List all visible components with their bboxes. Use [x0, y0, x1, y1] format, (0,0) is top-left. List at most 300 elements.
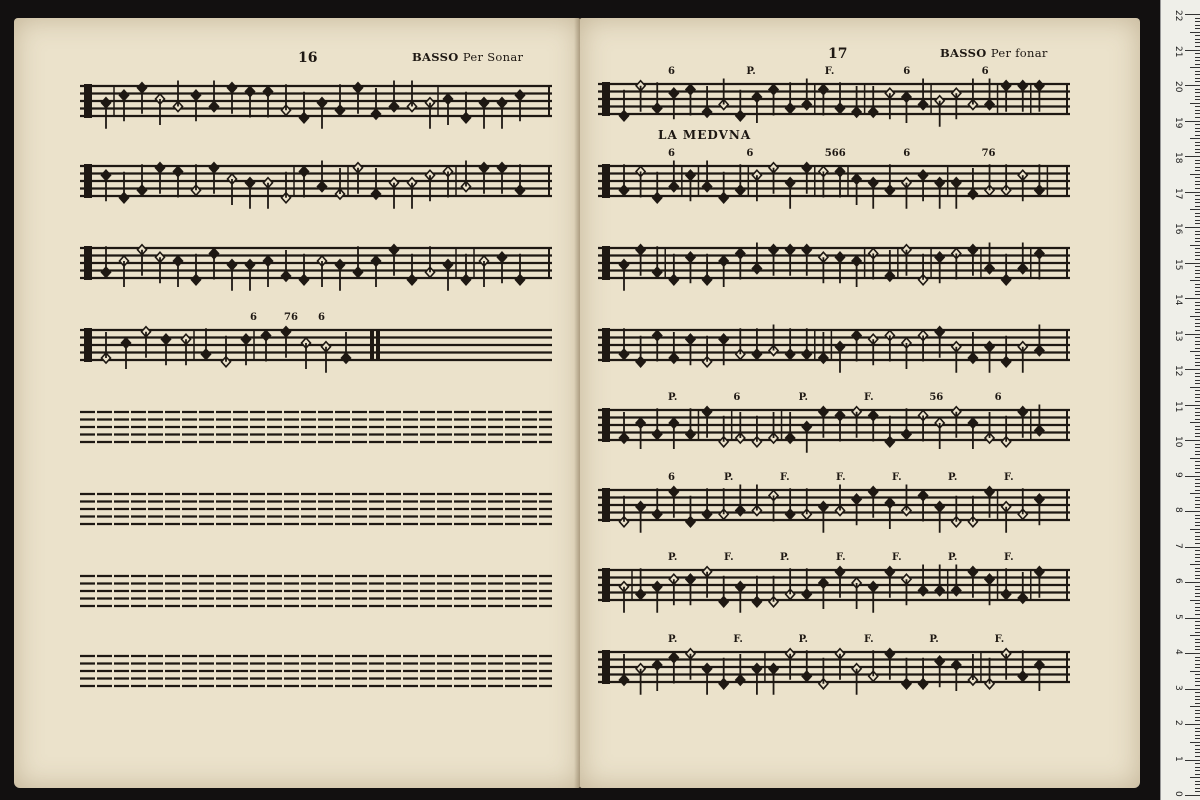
ruler-tick	[1185, 85, 1200, 86]
ruler-tick	[1195, 323, 1200, 324]
ruler-tick	[1195, 390, 1200, 391]
ruler-tick	[1195, 717, 1200, 718]
ruler-tick	[1190, 316, 1200, 317]
ruler-label: 16	[1173, 223, 1183, 235]
ruler-tick	[1195, 557, 1200, 558]
ruler-tick	[1195, 699, 1200, 700]
ruler-tick	[1195, 767, 1200, 768]
ruler-tick	[1195, 522, 1200, 523]
ruler-tick	[1195, 142, 1200, 143]
ruler-tick	[1190, 600, 1200, 601]
ruler-tick	[1195, 674, 1200, 675]
ruler-tick	[1195, 252, 1200, 253]
ruler-tick	[1195, 21, 1200, 22]
figured-bass-mark: F.	[824, 66, 835, 77]
ruler-tick	[1195, 358, 1200, 359]
ruler-tick	[1190, 564, 1200, 565]
ruler-tick	[1195, 468, 1200, 469]
figured-bass-mark: 6	[250, 312, 257, 323]
ruler-tick	[1195, 692, 1200, 693]
ruler-tick	[1195, 426, 1200, 427]
ruler-tick	[1195, 291, 1200, 292]
ruler-tick	[1195, 536, 1200, 537]
ruler-tick	[1195, 277, 1200, 278]
ruler-tick	[1195, 78, 1200, 79]
ruler-tick	[1185, 121, 1200, 122]
ruler-tick	[1195, 376, 1200, 377]
clef-mark	[602, 164, 610, 198]
ruler-tick	[1195, 341, 1200, 342]
ruler-tick	[1195, 305, 1200, 306]
ruler-tick	[1195, 145, 1200, 146]
ruler-tick	[1195, 96, 1200, 97]
ruler-tick	[1195, 401, 1200, 402]
ruler-tick	[1195, 81, 1200, 82]
ruler-tick	[1195, 71, 1200, 72]
ruler-tick	[1195, 213, 1200, 214]
figured-bass-mark: 6	[981, 66, 989, 77]
figured-bass-mark: F.	[780, 472, 790, 483]
ruler-tick	[1190, 493, 1200, 494]
ruler-tick	[1195, 791, 1200, 792]
figured-bass-mark: 76	[981, 148, 996, 159]
ruler-tick	[1195, 124, 1200, 125]
figured-bass-mark: 6	[668, 148, 675, 159]
figured-bass-mark: 6	[903, 66, 911, 77]
ruler-tick	[1195, 752, 1200, 753]
ruler-tick	[1195, 92, 1200, 93]
ruler-tick	[1195, 408, 1200, 409]
ruler-tick	[1195, 770, 1200, 771]
ruler-tick	[1185, 440, 1200, 441]
figured-bass-mark: F.	[864, 634, 874, 645]
ruler-tick	[1185, 369, 1200, 370]
clef-mark	[602, 82, 610, 116]
ruler-tick	[1195, 575, 1200, 576]
figured-bass-mark: F.	[733, 634, 743, 645]
ruler-tick	[1195, 53, 1200, 54]
clef-mark	[602, 246, 610, 280]
ruler-tick	[1195, 28, 1200, 29]
figured-bass-mark: P.	[780, 552, 790, 563]
ruler-tick	[1195, 710, 1200, 711]
ruler-tick	[1185, 156, 1200, 157]
ruler-tick	[1195, 348, 1200, 349]
ruler-tick	[1190, 138, 1200, 139]
ruler-tick	[1195, 241, 1200, 242]
figured-bass-mark: F.	[864, 392, 874, 403]
ruler-tick	[1195, 603, 1200, 604]
ruler-tick	[1185, 192, 1200, 193]
figured-bass-mark: 566	[824, 148, 846, 159]
figured-bass-mark: P.	[798, 634, 809, 645]
clef-mark	[602, 650, 610, 684]
ruler-tick	[1195, 365, 1200, 366]
ruler-label: 1	[1173, 755, 1183, 762]
ruler-tick	[1195, 738, 1200, 739]
ruler-tick	[1195, 419, 1200, 420]
clef-mark	[602, 408, 610, 442]
ruler-tick	[1195, 525, 1200, 526]
ruler-tick	[1195, 284, 1200, 285]
ruler-tick	[1195, 309, 1200, 310]
ruler-tick	[1185, 50, 1200, 51]
ruler-tick	[1195, 362, 1200, 363]
ruler-tick	[1190, 32, 1200, 33]
ruler-tick	[1195, 735, 1200, 736]
ruler-tick	[1195, 696, 1200, 697]
ruler-tick	[1190, 742, 1200, 743]
ruler-tick	[1190, 671, 1200, 672]
ruler-label: 4	[1173, 649, 1183, 655]
ruler-tick	[1190, 245, 1200, 246]
ruler-tick	[1195, 383, 1200, 384]
figured-bass-mark: 6	[668, 472, 675, 483]
ruler-tick	[1195, 181, 1200, 182]
ruler-tick	[1195, 497, 1200, 498]
ruler-tick	[1195, 593, 1200, 594]
ruler-label: 17	[1173, 187, 1183, 199]
ruler-tick	[1195, 451, 1200, 452]
figured-bass-mark: P.	[746, 66, 756, 77]
piece-title: LA MEDVNA	[658, 128, 752, 142]
ruler-tick	[1195, 149, 1200, 150]
ruler-label: 13	[1173, 329, 1183, 341]
ruler-label: 5	[1173, 613, 1183, 620]
ruler-tick	[1195, 436, 1200, 437]
ruler-tick	[1195, 664, 1200, 665]
ruler-tick	[1195, 287, 1200, 288]
ruler-tick	[1195, 163, 1200, 164]
ruler-tick	[1190, 529, 1200, 530]
ruler-tick	[1195, 507, 1200, 508]
ruler-tick	[1195, 625, 1200, 626]
final-bar	[370, 330, 374, 360]
ruler-tick	[1190, 209, 1200, 210]
ruler-tick	[1195, 731, 1200, 732]
ruler-tick	[1195, 199, 1200, 200]
figured-bass-mark: 76	[284, 312, 298, 323]
ruler-tick	[1195, 543, 1200, 544]
clef-mark	[84, 164, 92, 198]
ruler-tick	[1195, 135, 1200, 136]
ruler-label: 11	[1173, 400, 1183, 412]
ruler-tick	[1195, 515, 1200, 516]
figured-bass-mark: P.	[929, 634, 939, 645]
ruler-tick	[1190, 458, 1200, 459]
ruler-tick	[1195, 642, 1200, 643]
figured-bass-mark: F.	[836, 472, 846, 483]
figured-bass-mark: F.	[1004, 552, 1014, 563]
ruler-tick	[1195, 412, 1200, 413]
ruler-label: 9	[1173, 471, 1183, 478]
ruler-tick	[1195, 380, 1200, 381]
ruler-tick	[1195, 106, 1200, 107]
ruler-tick	[1195, 483, 1200, 484]
ruler-tick	[1195, 788, 1200, 789]
ruler-label: 0	[1173, 791, 1183, 797]
ruler-tick	[1185, 653, 1200, 654]
figured-bass-mark: F.	[724, 552, 734, 563]
ruler-tick	[1195, 621, 1200, 622]
ruler-tick	[1195, 394, 1200, 395]
ruler-tick	[1185, 334, 1200, 335]
ruler-tick	[1195, 248, 1200, 249]
ruler-tick	[1195, 571, 1200, 572]
ruler-tick	[1195, 64, 1200, 65]
ruler-tick	[1195, 74, 1200, 75]
ruler-tick	[1195, 596, 1200, 597]
ruler-tick	[1195, 99, 1200, 100]
ruler-tick	[1195, 312, 1200, 313]
ruler-tick	[1195, 586, 1200, 587]
ruler-tick	[1185, 227, 1200, 228]
figured-bass-mark: 6	[903, 148, 911, 159]
ruler-tick	[1195, 720, 1200, 721]
ruler-tick	[1195, 518, 1200, 519]
figured-bass-mark: 6	[668, 66, 675, 77]
ruler-tick	[1195, 486, 1200, 487]
ruler-tick	[1190, 422, 1200, 423]
ruler-tick	[1195, 681, 1200, 682]
ruler-tick	[1195, 454, 1200, 455]
ruler-tick	[1195, 25, 1200, 26]
ruler-tick	[1195, 703, 1200, 704]
ruler-tick	[1195, 89, 1200, 90]
ruler-tick	[1195, 39, 1200, 40]
ruler-tick	[1195, 532, 1200, 533]
final-bar	[378, 330, 380, 360]
measurement-ruler	[1160, 0, 1200, 800]
clef-mark	[84, 84, 92, 118]
ruler-tick	[1195, 319, 1200, 320]
left-running-head-suffix: Per Sonar	[462, 50, 524, 64]
ruler-tick	[1195, 373, 1200, 374]
ruler-tick	[1195, 131, 1200, 132]
clef-mark	[84, 246, 92, 280]
ruler-tick	[1195, 447, 1200, 448]
ruler-tick	[1195, 184, 1200, 185]
ruler-tick	[1195, 294, 1200, 295]
ruler-tick	[1195, 660, 1200, 661]
ruler-tick	[1195, 465, 1200, 466]
ruler-tick	[1195, 223, 1200, 224]
ruler-tick	[1195, 177, 1200, 178]
figured-bass-mark: 6	[746, 148, 754, 159]
ruler-tick	[1185, 760, 1200, 761]
ruler-tick	[1195, 444, 1200, 445]
ruler-tick	[1195, 238, 1200, 239]
clef-mark	[84, 328, 92, 362]
ruler-tick	[1195, 167, 1200, 168]
ruler-tick	[1195, 433, 1200, 434]
ruler-tick	[1185, 547, 1200, 548]
ruler-tick	[1195, 490, 1200, 491]
ruler-tick	[1195, 657, 1200, 658]
figured-bass-mark: P.	[948, 472, 958, 483]
ruler-tick	[1195, 202, 1200, 203]
ruler-tick	[1190, 635, 1200, 636]
ruler-tick	[1195, 170, 1200, 171]
ruler-tick	[1195, 128, 1200, 129]
right-running-head-title: BASSO	[940, 46, 987, 60]
ruler-tick	[1195, 18, 1200, 19]
figured-bass-mark: 56	[929, 392, 944, 403]
ruler-label: 10	[1173, 436, 1183, 448]
clef-mark	[602, 328, 610, 362]
ruler-tick	[1185, 511, 1200, 512]
ruler-tick	[1195, 266, 1200, 267]
figured-bass-mark: P.	[724, 472, 734, 483]
ruler-tick	[1185, 476, 1200, 477]
ruler-tick	[1195, 113, 1200, 114]
ruler-tick	[1195, 610, 1200, 611]
ruler-tick	[1185, 14, 1200, 15]
ruler-tick	[1195, 472, 1200, 473]
ruler-tick	[1195, 781, 1200, 782]
ruler-tick	[1195, 110, 1200, 111]
ruler-tick	[1195, 216, 1200, 217]
ruler-tick	[1195, 344, 1200, 345]
ruler-label: 20	[1173, 81, 1183, 93]
ruler-tick	[1185, 795, 1200, 796]
ruler-tick	[1185, 724, 1200, 725]
ruler-tick	[1195, 326, 1200, 327]
figured-bass-mark: F.	[994, 634, 1005, 645]
ruler-tick	[1195, 713, 1200, 714]
ruler-tick	[1195, 649, 1200, 650]
left-running-head-title: BASSO	[412, 50, 459, 64]
ruler-tick	[1190, 174, 1200, 175]
ruler-tick	[1195, 578, 1200, 579]
ruler-tick	[1195, 60, 1200, 61]
ruler-tick	[1195, 330, 1200, 331]
ruler-tick	[1195, 500, 1200, 501]
ruler-tick	[1195, 589, 1200, 590]
ruler-tick	[1195, 273, 1200, 274]
ruler-tick	[1190, 706, 1200, 707]
ruler-tick	[1195, 231, 1200, 232]
ruler-tick	[1195, 632, 1200, 633]
figured-bass-mark: 6	[733, 392, 741, 403]
ruler-label: 2	[1173, 720, 1183, 726]
ruler-tick	[1195, 42, 1200, 43]
ruler-label: 7	[1173, 542, 1183, 549]
ruler-label: 6	[1173, 578, 1183, 584]
ruler-tick	[1195, 763, 1200, 764]
ruler-tick	[1195, 152, 1200, 153]
ruler-tick	[1195, 302, 1200, 303]
clef-mark	[602, 488, 610, 522]
ruler-tick	[1195, 568, 1200, 569]
ruler-tick	[1195, 397, 1200, 398]
ruler-tick	[1195, 678, 1200, 679]
ruler-tick	[1195, 685, 1200, 686]
ruler-label: 21	[1173, 45, 1183, 57]
ruler-tick	[1195, 195, 1200, 196]
ruler-tick	[1185, 582, 1200, 583]
ruler-tick	[1190, 351, 1200, 352]
figured-bass-mark: P.	[668, 552, 678, 563]
ruler-tick	[1195, 255, 1200, 256]
ruler-tick	[1195, 57, 1200, 58]
ruler-tick	[1190, 103, 1200, 104]
ruler-tick	[1195, 415, 1200, 416]
ruler-label: 14	[1173, 294, 1183, 306]
ruler-tick	[1195, 774, 1200, 775]
figured-bass-mark: 6	[318, 312, 325, 323]
figured-bass-mark: P.	[668, 634, 678, 645]
ruler-tick	[1195, 355, 1200, 356]
ruler-tick	[1195, 628, 1200, 629]
figured-bass-mark: P.	[668, 392, 678, 403]
ruler-tick	[1195, 639, 1200, 640]
figured-bass-mark: F.	[836, 552, 846, 563]
ruler-label: 22	[1173, 10, 1183, 22]
ruler-tick	[1195, 504, 1200, 505]
ruler-tick	[1195, 554, 1200, 555]
ruler-tick	[1195, 667, 1200, 668]
ruler-label: 8	[1173, 507, 1183, 513]
ruler-tick	[1185, 689, 1200, 690]
ruler-tick	[1190, 387, 1200, 388]
right-page-number: 17	[828, 46, 848, 62]
ruler-label: 3	[1173, 684, 1183, 691]
ruler-tick	[1195, 337, 1200, 338]
ruler-tick	[1185, 263, 1200, 264]
figured-bass-mark: F.	[892, 472, 902, 483]
ruler-tick	[1195, 429, 1200, 430]
ruler-tick	[1195, 234, 1200, 235]
ruler-tick	[1195, 220, 1200, 221]
ruler-tick	[1195, 756, 1200, 757]
ruler-tick	[1195, 270, 1200, 271]
ruler-tick	[1195, 784, 1200, 785]
ruler-label: 19	[1173, 116, 1183, 128]
figured-bass-mark: F.	[1004, 472, 1014, 483]
ruler-tick	[1195, 117, 1200, 118]
figured-bass-mark: P.	[948, 552, 958, 563]
figured-bass-mark: F.	[892, 552, 902, 563]
ruler-tick	[1195, 479, 1200, 480]
ruler-tick	[1195, 46, 1200, 47]
ruler-tick	[1195, 614, 1200, 615]
figured-bass-mark: 6	[994, 392, 1002, 403]
left-page-number: 16	[298, 50, 318, 66]
ruler-tick	[1195, 35, 1200, 36]
ruler-label: 15	[1173, 258, 1183, 270]
ruler-tick	[1195, 461, 1200, 462]
ruler-tick	[1195, 728, 1200, 729]
ruler-tick	[1195, 607, 1200, 608]
ruler-tick	[1185, 298, 1200, 299]
ruler-tick	[1195, 646, 1200, 647]
ruler-tick	[1195, 550, 1200, 551]
clef-mark	[602, 568, 610, 602]
ruler-tick	[1195, 539, 1200, 540]
ruler-tick	[1190, 67, 1200, 68]
ruler-tick	[1190, 280, 1200, 281]
ruler-label: 18	[1173, 152, 1183, 164]
ruler-tick	[1195, 749, 1200, 750]
ruler-tick	[1185, 405, 1200, 406]
ruler-tick	[1190, 777, 1200, 778]
ruler-label: 12	[1173, 365, 1183, 377]
ruler-tick	[1195, 206, 1200, 207]
ruler-tick	[1195, 188, 1200, 189]
ruler-tick	[1195, 745, 1200, 746]
ruler-tick	[1195, 259, 1200, 260]
